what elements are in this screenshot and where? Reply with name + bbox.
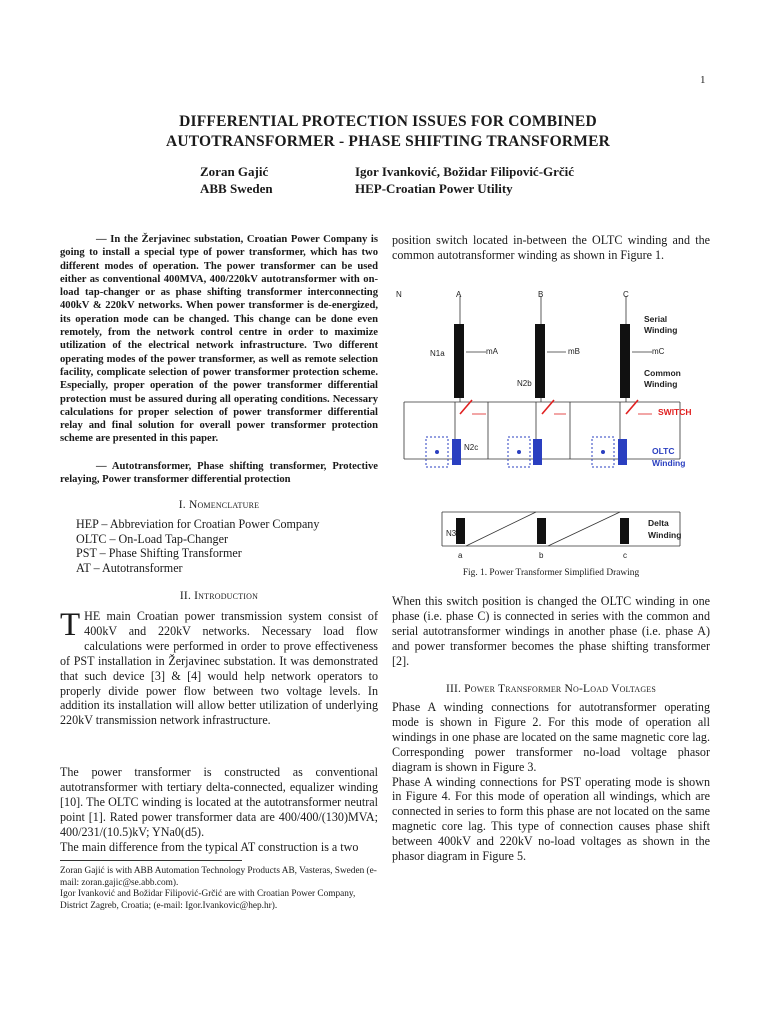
winding-a [454, 324, 464, 398]
introduction-paragraph-3: The main difference from the typical AT construction is a two [60, 839, 359, 854]
page-number: 1 [700, 74, 706, 86]
list-item: HEP – Abbreviation for Croatian Power Company [76, 517, 320, 531]
introduction-paragraph-1 [60, 609, 378, 728]
index-terms-text: — Autotransformer, Phase shifting transformer, Protective relaying, Power transformer differential protection [60, 461, 378, 486]
label-n1a: N1a [430, 349, 445, 358]
author-name: Zoran Gajić [200, 164, 269, 179]
figure-1-caption: Fig. 1. Power Transformer Simplified Drawing [462, 568, 640, 578]
author-affiliation: ABB Sweden [200, 181, 273, 196]
label-a: A [456, 290, 462, 299]
right-column-top [392, 233, 710, 263]
section-heading-nomenclature: I. Nomenclature [178, 499, 260, 511]
section-heading-introduction: II. Introduction [179, 590, 259, 602]
abstract-text: — In the Žerjavinec substation, Croatian Power Company is going to install a special type of power transformer, which has two different modes of operation. The power transformer can be used either as conventional 400MVA, 400/220kV autotransformer with on-load tap-changer or as phase shifting transformer interconnecting 400kV & 220kV networks. When power transformer is de-energized, its operation mode can be changed. This change can be done even remotely, from the network control centre in order to maximize utilization of the electrical network infrastructure. Two different operating modes of the power transformer, as well as remote selection facility, complicate selection of power transformer protection scheme. Especially, proper operation of the power transformer differential protection must be assured during all operating conditions. Necessary calculations for proper selection of power transformer differential relay and final solution for overall power transformer protection scheme are presented in this paper. [60, 234, 378, 445]
right-column-section3 [392, 700, 710, 864]
list-item: PST – Phase Shifting Transformer [76, 546, 242, 561]
index-terms [60, 460, 378, 487]
author-block-1 [200, 163, 273, 197]
label-b: B [538, 290, 544, 299]
list-item: AT – Autotransformer [76, 561, 183, 576]
label-delta-winding: Winding [648, 530, 682, 540]
introduction-paragraph-2: The power transformer is constructed as conventional autotransformer with tertiary delta-connected, equalizer winding [10]. The OLTC winding is located at the autotransformer neutral point [1]. Rated power transformer data are 400/400/(130)MVA; 400/231/(10.5)kV; YNa0(d5). [60, 765, 378, 839]
list-item: OLTC – On-Load Tap-Changer [76, 531, 228, 546]
paragraph-text: HE main Croatian power transmission system consist of 400kV and 220kV networks. Necessary load flow calculations were performed in order to prove effectiveness of PST installation in Žerjavinec substation. It was demonstrated that such device [3] & [4] would help network operators to properly divide power flow between two voltage levels. In addition its installation will allow better utilization of underlying 220kV transmission network infrastructure. [60, 609, 378, 728]
label-common-winding: Winding [644, 379, 678, 389]
winding-b [535, 324, 545, 398]
label-n3: N3 [446, 529, 457, 538]
author-name: Igor Ivanković, Božidar Filipović-Grčić [355, 164, 575, 179]
author-affiliation: HEP-Croatian Power Utility [355, 181, 513, 196]
label-serial-winding: Winding [644, 325, 678, 335]
label-oltc-winding: Winding [652, 458, 686, 468]
label-oltc: OLTC [652, 446, 675, 456]
label-serial: Serial [644, 314, 668, 324]
author-block-2 [355, 163, 574, 197]
drop-cap: T [60, 607, 81, 643]
label-mb: mB [568, 347, 580, 356]
label-ma: mA [486, 347, 498, 356]
introduction-body-2 [60, 765, 378, 854]
winding-c [620, 324, 630, 398]
label-c-lower: c [623, 551, 627, 560]
label-common: Common [644, 368, 681, 378]
footnote-2: Igor Ivanković and Božidar Filipović-Grčić are with Croatian Power Company, District Zagreb, Croatia; (e-mail: Igor.Ivankovic@hep.hr). [60, 889, 356, 911]
right-paragraph-2: When this switch position is changed the OLTC winding in one phase (i.e. phase C) is connected in series with the common and serial autotransformer windings in another phase (i.e. phase A) and power transformer becomes the phase shifting transformer [2]. [392, 594, 710, 668]
label-switch: SWITCH [658, 407, 692, 417]
label-a-lower: a [458, 551, 463, 560]
paper-title [60, 112, 716, 152]
label-mc: mC [652, 347, 665, 356]
title-line-2: AUTOTRANSFORMER - PHASE SHIFTING TRANSFORMER [166, 133, 610, 150]
label-b-lower: b [539, 551, 544, 560]
figure-1-drawing [390, 284, 716, 574]
label-n: N [396, 290, 402, 299]
section-heading-no-load-voltages: III. Power Transformer No-Load Voltages [445, 683, 657, 695]
abstract [60, 233, 378, 446]
footnote-rule [60, 860, 242, 861]
nomenclature-list [76, 517, 319, 576]
footnote-1: Zoran Gajić is with ABB Automation Technology Products AB, Vasteras, Sweden (e-mail: zoran.gajic@se.abb.com). [60, 866, 377, 888]
introduction-body [60, 609, 378, 728]
right-column-body [392, 594, 710, 669]
label-c: C [623, 290, 629, 299]
right-paragraph-4: Phase A winding connections for PST operating mode is shown in Figure 4. For this mode of operation all windings, which are connected in series to form this phase are not located on the same magnetic core lag. This type of connection causes phase shift between 400kV and 220kV no-load voltages as shown in the phasor diagram in Figure 5. [392, 774, 710, 864]
right-paragraph-3: Phase A winding connections for autotransformer operating mode is shown in Figure 2. For this mode of operation all windings in one phase are located on the same magnetic core lag. Corresponding power transformer no-load voltage phasor diagram is shown in Figure 3. [392, 700, 710, 774]
footnotes [60, 866, 382, 912]
oltc-windings [426, 437, 627, 467]
right-paragraph-1: position switch located in-between the OLTC winding and the common autotransformer winding as shown in Figure 1. [392, 233, 710, 262]
label-n2c: N2c [464, 443, 479, 452]
label-delta: Delta [648, 518, 669, 528]
title-line-1: DIFFERENTIAL PROTECTION ISSUES FOR COMBINED [179, 113, 597, 130]
label-n2b: N2b [517, 379, 532, 388]
